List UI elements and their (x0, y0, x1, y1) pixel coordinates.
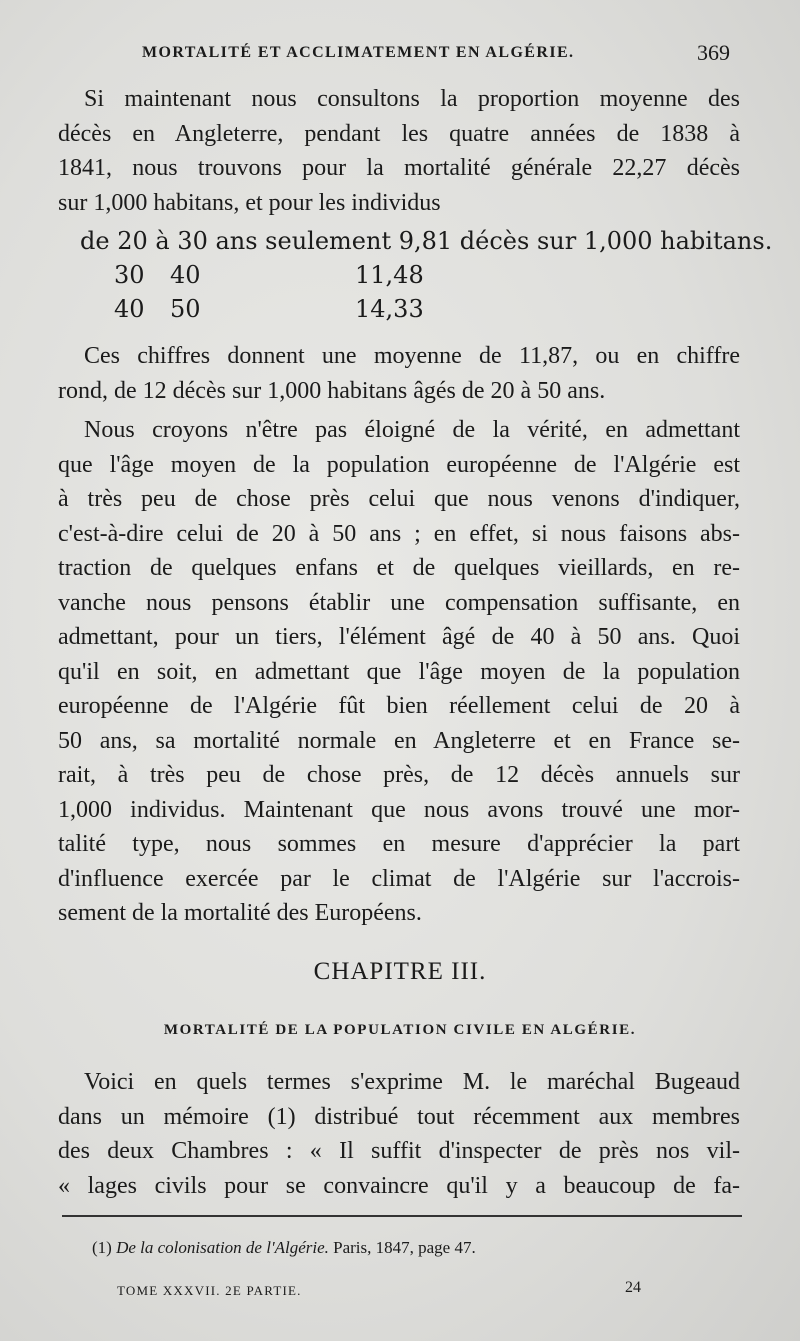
text-line: c'est-à-dire celui de 20 à 50 ans ; en effet, si nous faisons abs- (58, 520, 740, 547)
text-line: admettant, pour un tiers, l'élément âgé de 40 à 50 ans. Quoi (58, 624, 740, 650)
table-row-text: de 20 à 30 ans seulement 9,81 décès sur 1,000 habitans. (80, 227, 773, 255)
text-line: Ces chiffres donnent une moyenne de 11,87, ou en chiffre (84, 343, 740, 369)
footnote-citation: Paris, 1847, page 47. (333, 1238, 476, 1257)
text-line: dans un mémoire (1) distribué tout récemment aux membres (58, 1103, 740, 1130)
signature-number: 24 (625, 1279, 641, 1296)
text-line: qu'il en soit, en admettant que l'âge moyen de la population (58, 658, 740, 685)
paragraph-1 (58, 82, 740, 220)
page-number: 369 (697, 40, 730, 65)
text-line: à très peu de chose près celui que nous venons d'indiquer, (58, 486, 740, 512)
age-from: 40 (114, 295, 145, 323)
table-row (80, 295, 740, 329)
chapter-title: CHAPITRE III. (313, 958, 487, 985)
paragraph-2 (58, 339, 740, 408)
text-line: rond, de 12 décès sur 1,000 habitans âgés de 20 à 50 ans. (58, 377, 606, 404)
text-line: d'influence exercée par le climat de l'Algérie sur l'accrois- (58, 865, 740, 892)
paragraph-3 (58, 413, 740, 931)
age-to: 50 (170, 295, 201, 323)
text-line: rait, à très peu de chose près, de 12 décès annuels sur (58, 762, 740, 788)
text-line: 1841, nous trouvons pour la mortalité générale 22,27 décès (58, 155, 740, 181)
footnote-rule (62, 1215, 742, 1217)
text-line: que l'âge moyen de la population européenne de l'Algérie est (58, 451, 740, 478)
table-row (80, 227, 773, 261)
text-line: 1,000 individus. Maintenant que nous avons trouvé une mor- (58, 796, 740, 823)
death-rate: 11,48 (355, 261, 424, 289)
text-line: « lages civils pour se convaincre qu'il y a beaucoup de fa- (58, 1172, 740, 1199)
running-title: MORTALITÉ ET ACCLIMATEMENT EN ALGÉRIE. (142, 44, 575, 61)
text-line: talité type, nous sommes en mesure d'apprécier la part (58, 831, 740, 857)
text-line: vanche nous pensons établir une compensation suffisante, en (58, 589, 740, 616)
text-line: décès en Angleterre, pendant les quatre années de 1838 à (58, 120, 740, 147)
paragraph-4 (58, 1065, 740, 1203)
death-rate: 14,33 (355, 295, 424, 323)
mortality-table (80, 227, 773, 329)
chapter-subtitle: MORTALITÉ DE LA POPULATION CIVILE EN ALGÉRIE. (163, 1022, 637, 1038)
text-line: sur 1,000 habitans, et pour les individus (58, 189, 441, 216)
footnote-marker: (1) (92, 1238, 112, 1257)
text-line: 50 ans, sa mortalité normale en Angleterre et en France se- (58, 727, 740, 754)
text-line: sement de la mortalité des Européens. (58, 900, 422, 926)
running-head (0, 40, 800, 74)
footnote (92, 1238, 476, 1258)
age-from: 30 (114, 261, 145, 289)
signature-mark: TOME XXXVII. 2E PARTIE. (117, 1283, 302, 1298)
text-line: traction de quelques enfans et de quelques vieillards, en re- (58, 555, 740, 581)
age-to: 40 (170, 261, 201, 289)
text-line: Nous croyons n'être pas éloigné de la vérité, en admettant (84, 417, 740, 443)
text-line: Si maintenant nous consultons la proportion moyenne des (84, 86, 740, 112)
footnote-book-title: De la colonisation de l'Algérie. (116, 1238, 329, 1257)
table-row (80, 261, 740, 295)
text-line: Voici en quels termes s'exprime M. le maréchal Bugeaud (84, 1069, 740, 1095)
text-line: des deux Chambres : « Il suffit d'inspecter de près nos vil- (58, 1138, 740, 1164)
text-line: européenne de l'Algérie fût bien réellement celui de 20 à (58, 693, 740, 719)
